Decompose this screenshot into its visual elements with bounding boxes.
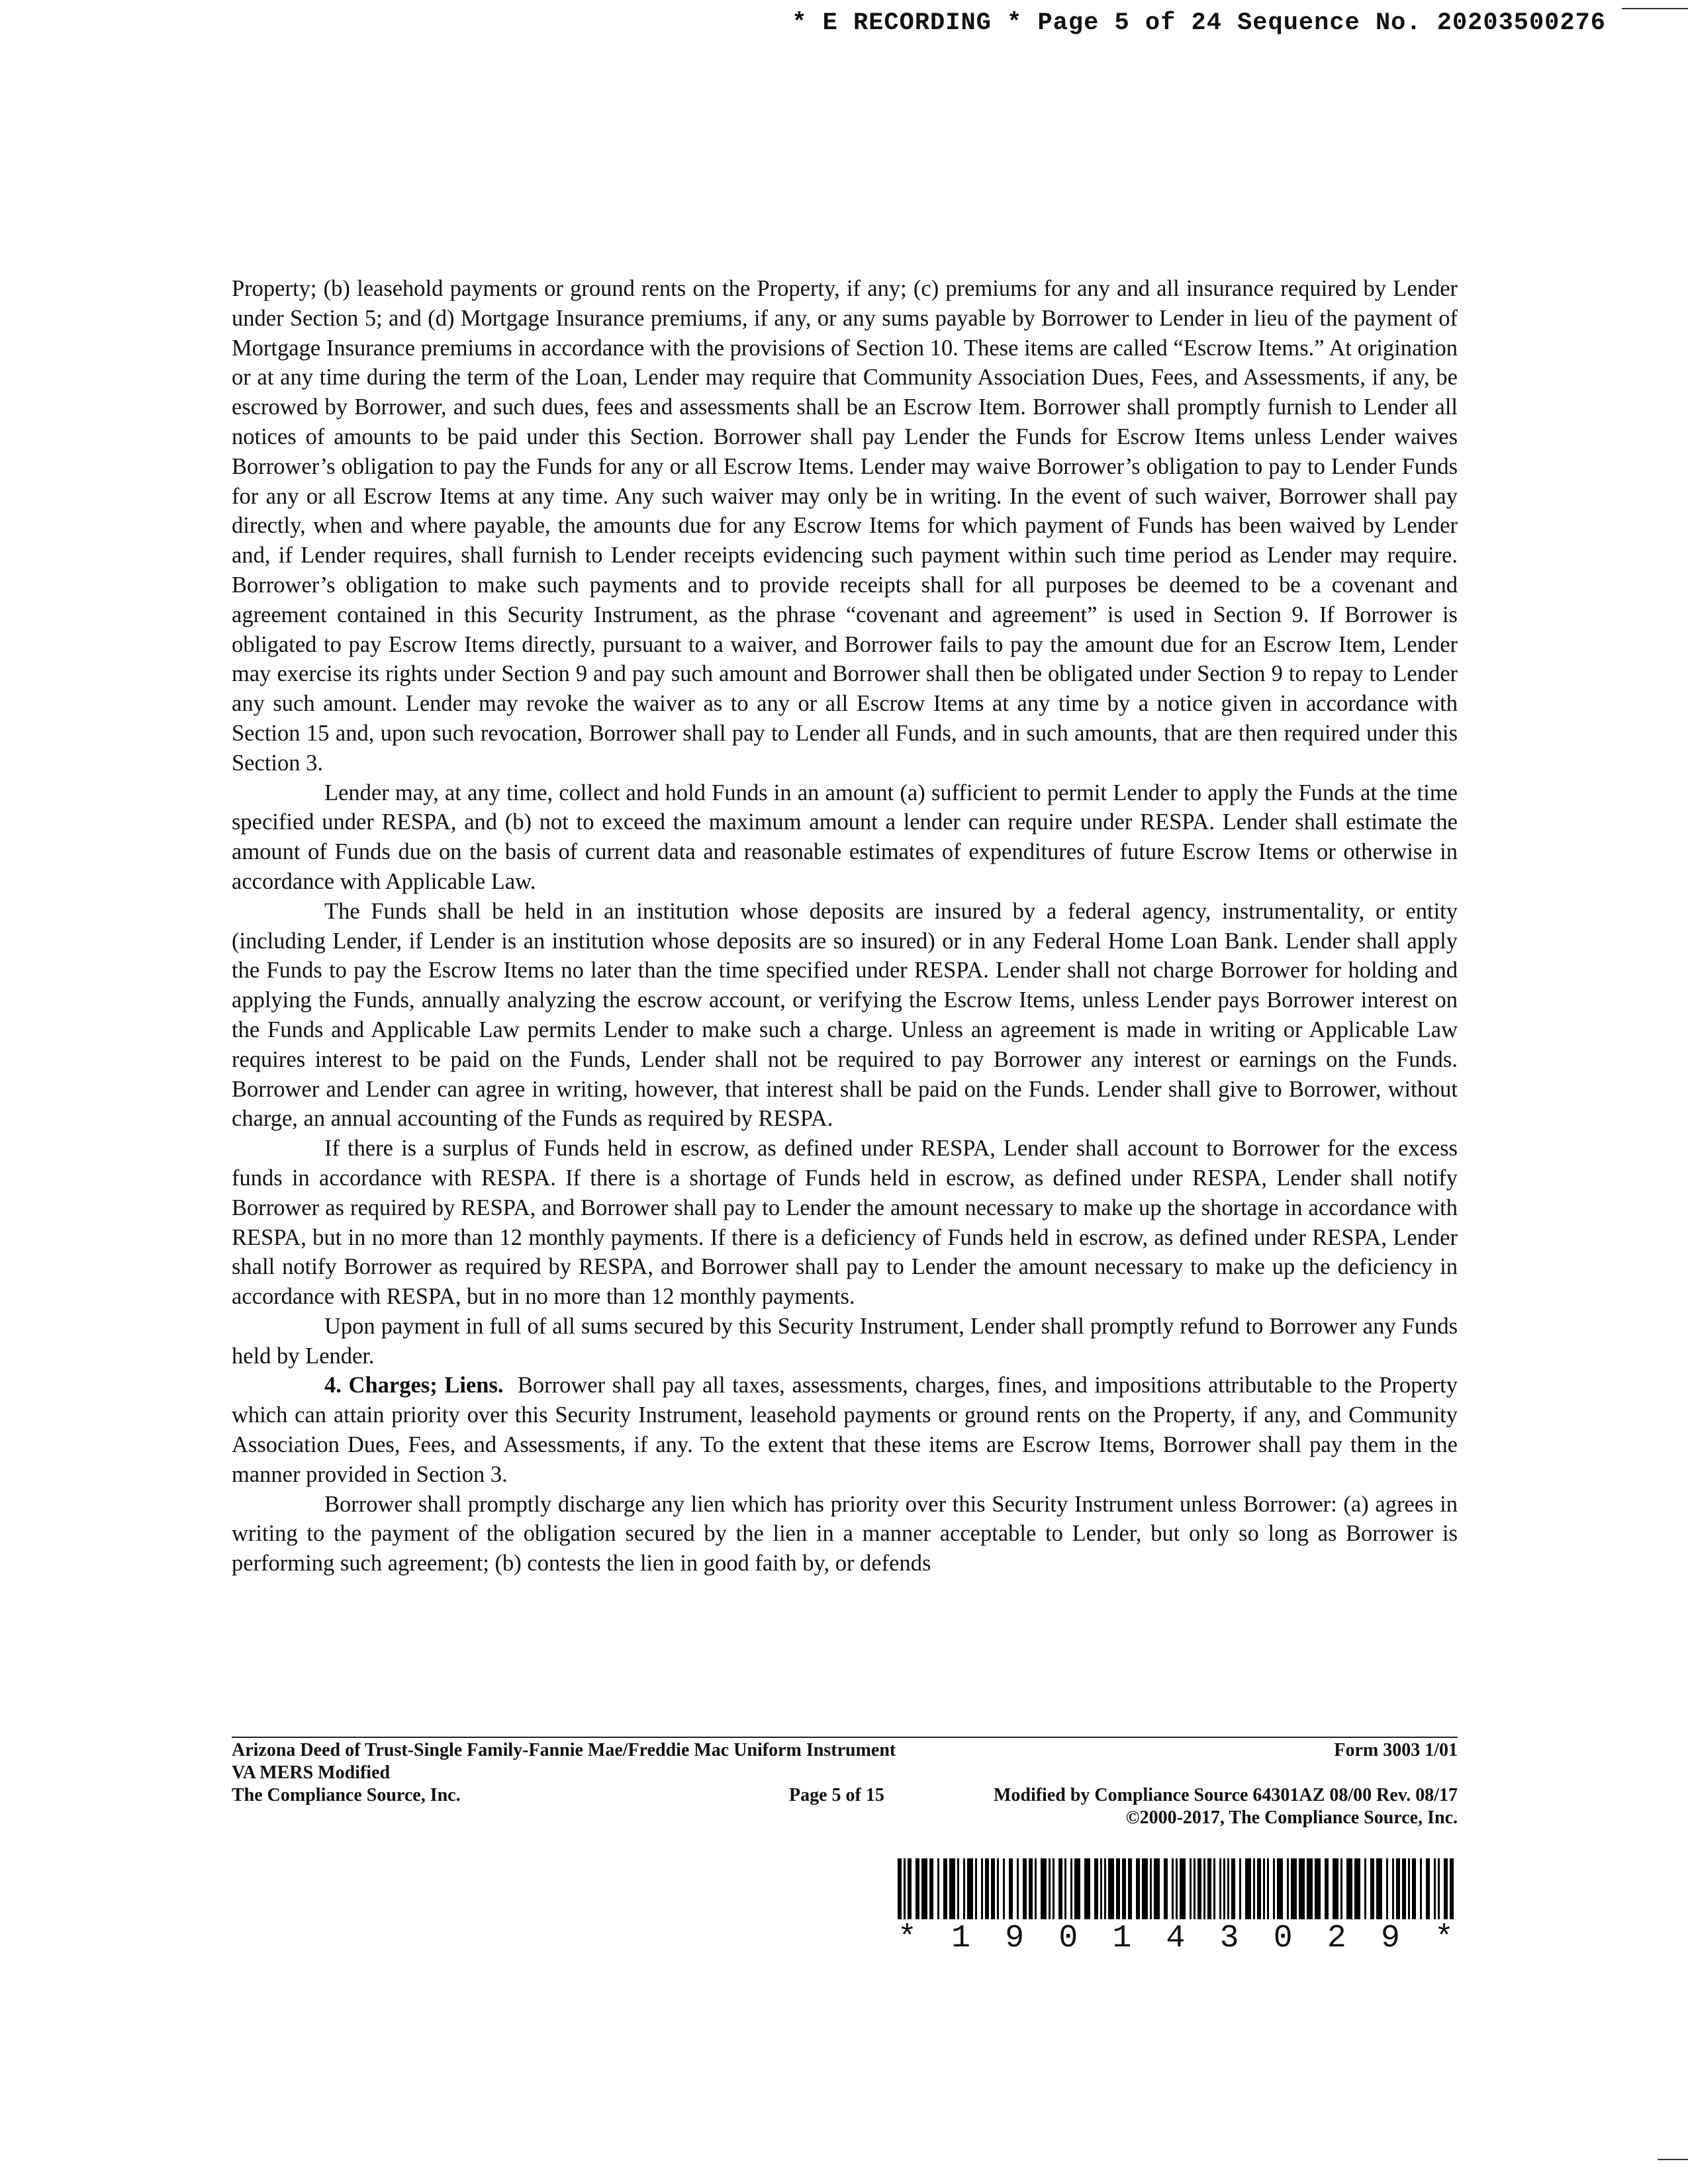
barcode-bar: [1029, 1858, 1033, 1919]
barcode-bar: [1104, 1858, 1106, 1919]
barcode-bar: [1420, 1858, 1422, 1919]
document-body: [232, 274, 1458, 1578]
bottom-edge-mark: [1658, 2159, 1688, 2160]
page-footer: [232, 1739, 1458, 1829]
barcode-bar: [1116, 1858, 1120, 1919]
barcode-bar: [963, 1858, 965, 1919]
footer-form-number: Form 3003 1/01: [1334, 1740, 1458, 1760]
barcode-bar: [898, 1858, 902, 1919]
paragraph-funds-held: The Funds shall be held in an institution whose deposits are insured by a federal agency, instrumentality, or entity (including Lender, if Lender is an institution whose deposits are so insured) or in any Federal Home Loan Bank. Lender shall apply the Funds to pay the Escrow Items no later than the time specified under RESPA. Lender shall not charge Borrower for holding and applying the Funds, annually analyzing the escrow account, or verifying the Escrow Items, unless Lender pays Borrower interest on the Funds and Applicable Law permits Lender to make such a charge. Unless an agreement is made in writing or Applicable Law requires interest to be paid on the Funds, Lender shall not be required to pay Borrower any interest or earnings on the Funds. Borrower and Lender can agree in writing, however, that interest shall be paid on the Funds. Lender shall give to Borrower, without charge, an annual accounting of the Funds as required by RESPA.: [232, 898, 1458, 1132]
barcode-bar: [1364, 1858, 1366, 1919]
barcode-bar: [1064, 1858, 1066, 1919]
barcode-bar: [908, 1858, 912, 1919]
paragraph-charges-liens: [232, 1371, 1458, 1489]
barcode-char: 4: [1166, 1921, 1186, 1956]
barcode-bar: [1074, 1858, 1080, 1919]
barcode-bar: [1190, 1858, 1192, 1919]
footer-modified: VA MERS Modified: [232, 1762, 391, 1783]
barcode-bar: [1176, 1858, 1178, 1919]
barcode-bar: [1287, 1858, 1289, 1919]
barcode-bar: [949, 1858, 955, 1919]
barcode-bar: [967, 1858, 973, 1919]
barcode-digits: [898, 1921, 1454, 1956]
barcode-bar: [1154, 1858, 1160, 1919]
barcode-bar: [981, 1858, 983, 1919]
barcode-bar: [1094, 1858, 1098, 1919]
barcode-bar: [991, 1858, 995, 1919]
barcode-bar: [1273, 1858, 1275, 1919]
barcode-bar: [1058, 1858, 1062, 1919]
barcode-bar: [1017, 1858, 1019, 1919]
barcode-bar: [1231, 1858, 1235, 1919]
barcode-bar: [1426, 1858, 1430, 1919]
barcode-char: 1: [1112, 1921, 1132, 1956]
barcode-bar: [1402, 1858, 1406, 1919]
barcode-bar: [1070, 1858, 1072, 1919]
barcode-bar: [1408, 1858, 1410, 1919]
barcode-bar: [1340, 1858, 1342, 1919]
barcode-char: 0: [1058, 1921, 1078, 1956]
barcode-bar: [1396, 1858, 1400, 1919]
barcode-bar: [1003, 1858, 1005, 1919]
footer-modified-by: Modified by Compliance Source 64301AZ 08/00 Rev. 08/17: [993, 1785, 1458, 1805]
barcode-bar: [1277, 1858, 1283, 1919]
barcode-bar: [1172, 1858, 1174, 1919]
barcode-bar: [1257, 1858, 1261, 1919]
barcode-bar: [1128, 1858, 1132, 1919]
barcode-bar: [915, 1858, 919, 1919]
barcode-bar: [1434, 1858, 1436, 1919]
barcode-bar: [1100, 1858, 1102, 1919]
barcode-bar: [1354, 1858, 1360, 1919]
footer-company: The Compliance Source, Inc.: [232, 1785, 461, 1805]
barcode-bar: [1245, 1858, 1251, 1919]
barcode-bar: [929, 1858, 933, 1919]
barcode-bar: [1291, 1858, 1297, 1919]
barcode-bar: [1023, 1858, 1027, 1919]
barcode-bar: [1263, 1858, 1265, 1919]
barcode-bar: [1084, 1858, 1090, 1919]
top-edge-rule: [1622, 8, 1688, 9]
barcode-bar: [1392, 1858, 1394, 1919]
barcode-bar: [1315, 1858, 1321, 1919]
barcode-bar: [1108, 1858, 1114, 1919]
barcode-char: 1: [951, 1921, 970, 1956]
barcode-bar: [1041, 1858, 1047, 1919]
barcode-bar: [1009, 1858, 1013, 1919]
footer-copyright: ©2000-2017, The Compliance Source, Inc.: [1125, 1807, 1458, 1828]
barcode-bar: [1376, 1858, 1382, 1919]
paragraph-refund: Upon payment in full of all sums secured by this Security Instrument, Lender shall promptly refund to Borrower any Funds held by Lender.: [232, 1313, 1458, 1369]
barcode-char: *: [1434, 1921, 1454, 1956]
barcode-bar: [1307, 1858, 1313, 1919]
footer-page-number: Page 5 of 15: [789, 1785, 884, 1805]
barcode-bar: [1325, 1858, 1329, 1919]
barcode-char: 9: [1005, 1921, 1025, 1956]
barcode-bar: [1142, 1858, 1148, 1919]
barcode-char: 9: [1380, 1921, 1400, 1956]
barcode-bar: [937, 1858, 939, 1919]
footer-divider: [232, 1737, 1458, 1738]
section-heading-charges-liens: 4. Charges; Liens.: [324, 1373, 504, 1398]
barcode-bar: [1122, 1858, 1126, 1919]
paragraph-collect-funds: Lender may, at any time, collect and hold Funds in an amount (a) sufficient to permit Lender to apply the Funds at the time specified under RESPA, and (b) not to exceed the maximum amount a lender can require under RESPA. Lender shall estimate the amount of Funds due on the basis of current data and reasonable estimates of expenditures of future Escrow Items or otherwise in accordance with Applicable Law.: [232, 780, 1458, 894]
barcode-bar: [1333, 1858, 1338, 1919]
recording-header: * E RECORDING * Page 5 of 24 Sequence No. 20203500276: [792, 9, 1606, 37]
barcode-char: 0: [1273, 1921, 1293, 1956]
barcode-bar: [1450, 1858, 1454, 1919]
barcode-bar: [1203, 1858, 1205, 1919]
footer-form-title: Arizona Deed of Trust-Single Family-Fannie Mae/Freddie Mac Uniform Instrument: [232, 1740, 896, 1760]
barcode-bar: [1227, 1858, 1229, 1919]
barcode-char: 3: [1219, 1921, 1239, 1956]
barcode-char: *: [898, 1921, 917, 1956]
barcode-bar: [1136, 1858, 1140, 1919]
barcode-bar: [1299, 1858, 1305, 1919]
barcode-bar: [985, 1858, 989, 1919]
barcode-bar: [1150, 1858, 1152, 1919]
barcode-bar: [1207, 1858, 1211, 1919]
barcode-char: 2: [1327, 1921, 1346, 1956]
charges-liens-text: Borrower shall pay all taxes, assessments, charges, fines, and impositions attributable to the Property which can attain priority over this Security Instrument, leasehold payments or ground rents on the Property, if any, and Community Association Dues, Fees, and Assessments, if any. To the extent that these items are Escrow Items, Borrower shall pay them in the manner provided in Section 3.: [232, 1373, 1458, 1487]
barcode-bar: [943, 1858, 947, 1919]
barcode-bar: [1213, 1858, 1215, 1919]
barcode-bar: [1164, 1858, 1168, 1919]
barcode-bar: [1180, 1858, 1186, 1919]
barcode-bar: [957, 1858, 959, 1919]
paragraph-surplus-shortage: If there is a surplus of Funds held in escrow, as defined under RESPA, Lender shall account to Borrower for the excess funds in accordance with RESPA. If there is a shortage of Funds held in escrow, as defined under RESPA, Lender shall notify Borrower as required by RESPA, and Borrower shall pay to Lender the amount necessary to make up the shortage in accordance with RESPA, but in no more than 12 monthly payments. If there is a deficiency of Funds held in escrow, as defined under RESPA, Lender shall notify Borrower as required by RESPA, and Borrower shall pay to Lender the amount necessary to make up the deficiency in accordance with RESPA, but in no more than 12 monthly payments.: [232, 1136, 1458, 1310]
paragraph-escrow-items: Property; (b) leasehold payments or ground rents on the Property, if any; (c) premiums for any and all insurance required by Lender under Section 5; and (d) Mortgage Insurance premiums, if any, or any sums payable by Borrower to Lender in lieu of the payment of Mortgage Insurance premiums in accordance with the provisions of Section 10. These items are called “Escrow Items.” At origination or at any time during the term of the Loan, Lender may require that Community Association Dues, Fees, and Assessments, if any, be escrowed by Borrower, and such dues, fees and assessments shall be an Escrow Item. Borrower shall promptly furnish to Lender all notices of amounts to be paid under this Section. Borrower shall pay Lender the Funds for Escrow Items unless Lender waives Borrower’s obligation to pay the Funds for any or all Escrow Items. Lender may waive Borrower’s obligation to pay to Lender Funds for any or all Escrow Items at any time. Any such waiver may only be in writing. In the event of such waiver, Borrower shall pay directly, when and where payable, the amounts due for any Escrow Items for which payment of Funds has been waived by Lender and, if Lender requires, shall furnish to Lender receipts evidencing such payment within such time period as Lender may require. Borrower’s obligation to make such payments and to provide receipts shall for all purposes be deemed to be a covenant and agreement contained in this Security Instrument, as the phrase “covenant and agreement” is used in Section 9. If Borrower is obligated to pay Escrow Items directly, pursuant to a waiver, and Borrower fails to pay the amount due for an Escrow Item, Lender may exercise its rights under Section 9 and pay such amount and Borrower shall then be obligated under Section 9 to repay to Lender any such amount. Lender may revoke the waiver as to any or all Escrow Items at any time by a notice given in accordance with Section 15 and, upon such revocation, Borrower shall pay to Lender all Funds, and in such amounts, that are then required under this Section 3.: [232, 276, 1458, 776]
barcode-bar: [1194, 1858, 1196, 1919]
barcode-bar: [1346, 1858, 1352, 1919]
barcode-bar: [1219, 1858, 1221, 1919]
barcode-bar: [1267, 1858, 1269, 1919]
barcode-bar: [1053, 1858, 1055, 1919]
barcode-bar: [921, 1858, 927, 1919]
barcode-bar: [1035, 1858, 1037, 1919]
barcode-bar: [1197, 1858, 1201, 1919]
barcode-bar: [1223, 1858, 1225, 1919]
barcode-bar: [1253, 1858, 1255, 1919]
barcode-bar: [1049, 1858, 1051, 1919]
barcode-bar: [1370, 1858, 1374, 1919]
barcode-bar: [1386, 1858, 1388, 1919]
barcode-bar: [1239, 1858, 1241, 1919]
barcode-bar: [975, 1858, 977, 1919]
barcode-bar: [997, 1858, 999, 1919]
barcode-bar: [1412, 1858, 1416, 1919]
barcode-bar: [904, 1858, 906, 1919]
barcode-bar: [1438, 1858, 1440, 1919]
paragraph-discharge-lien: Borrower shall promptly discharge any lien which has priority over this Security Instrument unless Borrower: (a) agrees in writing to the payment of the obligation secured by the lien in a manner acceptable to Lender, but only so long as Borrower is performing such agreement; (b) contests the lien in good faith by, or defends: [232, 1491, 1458, 1576]
barcode-bar: [1444, 1858, 1448, 1919]
barcode: [898, 1858, 1454, 1919]
